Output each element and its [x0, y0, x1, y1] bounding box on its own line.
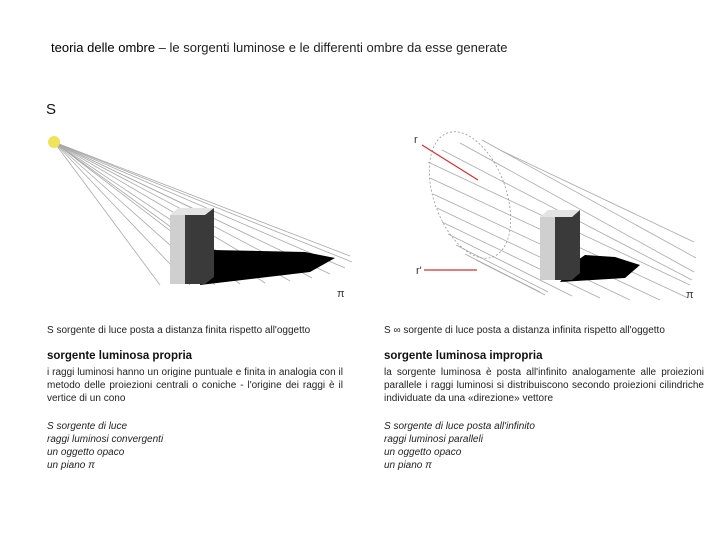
source-label: S — [46, 101, 57, 118]
list-item: S sorgente di luce posta all'infinito — [384, 421, 535, 432]
left-plane-label: π — [337, 288, 345, 300]
right-caption: S ∞ sorgente di luce posta a distanza infinita rispetto all'oggetto — [384, 325, 665, 336]
left-box-front — [170, 215, 185, 284]
direction-vector-r — [422, 145, 478, 180]
right-plane-label: π — [686, 289, 694, 301]
left-cast-shadow — [200, 250, 335, 285]
right-figure — [414, 121, 696, 301]
list-item: un oggetto opaco — [384, 447, 462, 458]
title-bold: teoria delle ombre — [51, 40, 156, 55]
label-r1: r' — [416, 265, 422, 277]
right-box-front — [540, 217, 555, 280]
light-source-icon — [48, 136, 60, 148]
list-item: un oggetto opaco — [47, 447, 125, 458]
left-box-side — [185, 208, 214, 284]
left-heading: sorgente luminosa propria — [47, 350, 193, 362]
list-item: S sorgente di luce — [47, 421, 128, 432]
left-caption: S sorgente di luce posta a distanza finita rispetto all'oggetto — [47, 325, 311, 336]
label-r: r — [414, 134, 418, 146]
list-item: un piano π — [47, 460, 95, 471]
left-figure — [48, 136, 352, 300]
list-item: raggi luminosi convergenti — [47, 434, 164, 445]
right-paragraph: la sorgente luminosa è posta all'infinito analogamente alle proiezioni parallele i raggi luminosi si distribuiscono secondo proiezioni cilindriche individuate da una «direzione» vettore — [384, 367, 704, 404]
left-items — [47, 420, 163, 472]
right-heading: sorgente luminosa impropria — [384, 350, 543, 362]
title-rest: – le sorgenti luminose e le differenti ombre da esse generate — [155, 40, 508, 55]
list-item: raggi luminosi paralleli — [384, 434, 483, 445]
list-item: un piano π — [384, 460, 432, 471]
right-items — [384, 420, 535, 472]
shadow-figures — [0, 120, 720, 310]
light-cylinder-section — [414, 121, 527, 270]
page-title — [51, 40, 507, 55]
left-paragraph: i raggi luminosi hanno un origine puntuale e finita in analogia con il metodo delle proiezioni centrali o coniche - l'origine dei raggi è il vertice di un cono — [47, 367, 343, 404]
right-box-side — [555, 210, 580, 280]
